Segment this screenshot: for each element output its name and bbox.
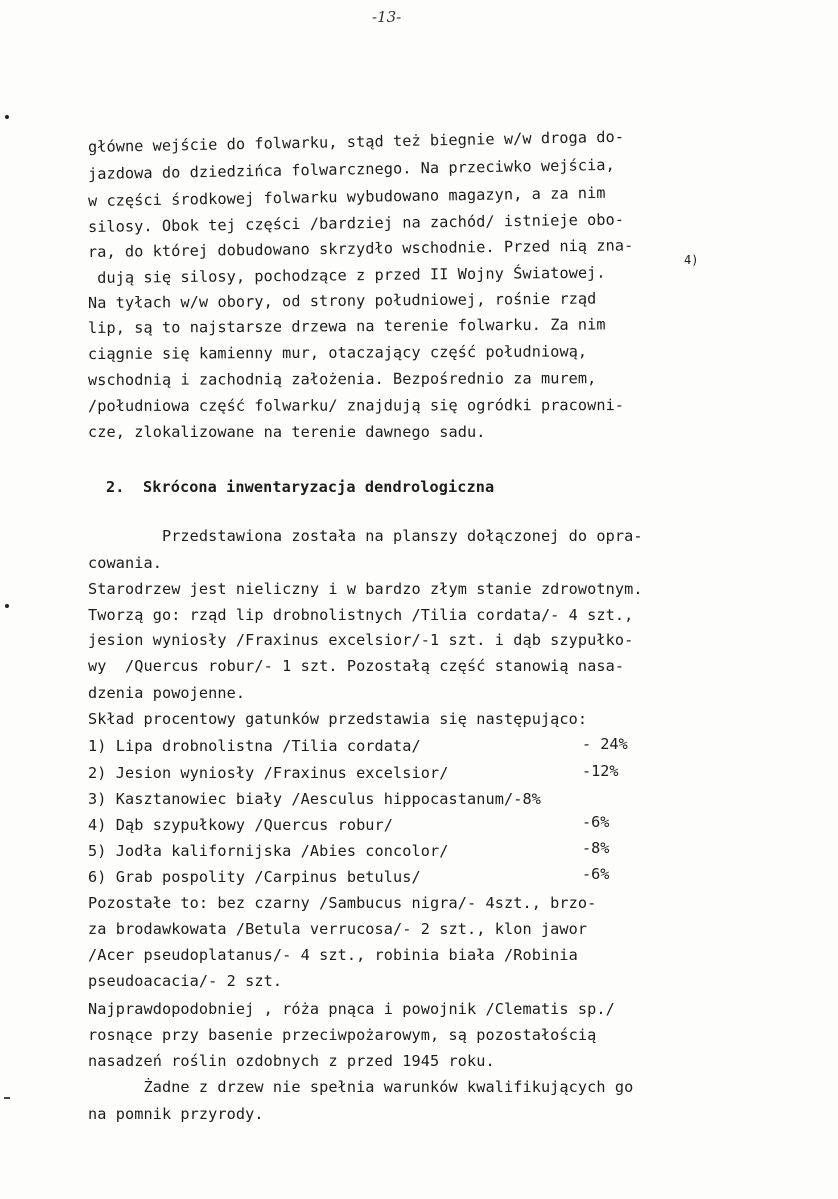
page-number: -13- [372,8,402,26]
text-line: Starodrzew jest nieliczny i w bardzo złym stanie zdrowotnym. [88,580,643,598]
list-item: 1) Lipa drobnolistna /Tilia cordata/ [88,737,421,755]
text-line: za brodawkowata /Betula verrucosa/- 2 szt., klon jawor [88,920,588,938]
text-line: pseudoacacia/- 2 szt. [88,972,283,990]
text-line: dzenia powojenne. [88,684,246,702]
punch-mark-top [5,115,9,119]
section-heading: 2. Skrócona inwentaryzacja dendrologiczna [106,478,495,496]
text-line: cowania. [88,554,162,572]
text-line: cze, zlokalizowane na terenie dawnego sadu. [88,423,486,441]
list-item-percent: -6% [582,865,610,883]
text-line: wy /Quercus robur/- 1 szt. Pozostałą część stanowią nasa- [88,657,625,675]
footnote-marker: 4) [684,253,699,267]
text-line: Skład procentowy gatunków przedstawia się następująco: [88,710,588,728]
text-line: Pozostałe to: bez czarny /Sambucus nigra/- 4szt., brzo- [88,894,597,912]
text-line: ra, do której dobudowano skrzydło wschodnie. Przed nią zna- [87,236,634,261]
punch-mark-middle [5,604,9,608]
list-item: 6) Grab pospolity /Carpinus betulus/ [88,868,421,886]
text-line: Tworzą go: rząd lip drobnolistnych /Tilia cordata/- 4 szt., [88,606,634,624]
text-line: Przedstawiona została na planszy dołączonej do opra- [88,527,643,545]
text-line: na pomnik przyrody. [88,1105,264,1123]
text-line: dują się silosy, pochodzące z przed II Wojny Światowej. [87,263,606,287]
list-item-percent: -12% [582,762,619,780]
text-line: lip, są to najstarsze drzewa na terenie folwarku. Za nim [87,315,606,337]
text-line: jesion wyniosły /Fraxinus excelsior/-1 szt. i dąb szypułko- [88,631,634,649]
margin-mark-bottom [4,1097,10,1099]
text-line: nasadzeń roślin ozdobnych z przed 1945 roku. [88,1052,495,1070]
list-item: 4) Dąb szypułkowy /Quercus robur/ [88,816,394,834]
text-line: ciągnie się kamienny mur, otaczający część południową, [87,342,588,363]
list-item-percent: -6% [582,813,610,831]
text-line: główne wejście do folwarku, stąd też biegnie w/w droga do- [87,127,625,156]
text-line: jazdowa do dziedzińca folwarcznego. Na przeciwko wejścia, [87,155,615,183]
list-item: 2) Jesion wyniosły /Fraxinus excelsior/ [88,764,449,782]
text-line: rosnące przy basenie przeciwpożarowym, są pozostałością [88,1026,597,1044]
text-line: Żadne z drzew nie spełnia warunków kwalifikujących go [88,1078,634,1096]
list-item: 3) Kasztanowiec biały /Aesculus hippocastanum/-8% [88,790,541,808]
list-item-percent: - 24% [582,735,628,753]
text-line: /Acer pseudoplatanus/- 4 szt., robinia biała /Robinia [88,946,578,964]
text-line: /południowa część folwarku/ znajdują się ogródki pracowni- [87,396,625,415]
text-line: wschodnią i zachodnią założenia. Bezpośrednio za murem, [87,369,597,389]
list-item-percent: -8% [582,839,610,857]
text-line: silosy. Obok tej części /bardziej na zachód/ istnieje obo- [87,210,625,236]
text-line: w części środkowej folwarku wybudowano magazyn, a za nim [87,183,606,210]
list-item: 5) Jodła kalifornijska /Abies concolor/ [88,842,449,860]
text-line: Najprawdopodobniej , róża pnąca i powojnik /Clematis sp./ [88,1000,615,1018]
text-line: Na tyłach w/w obory, od strony południowej, rośnie rząd [87,289,597,312]
